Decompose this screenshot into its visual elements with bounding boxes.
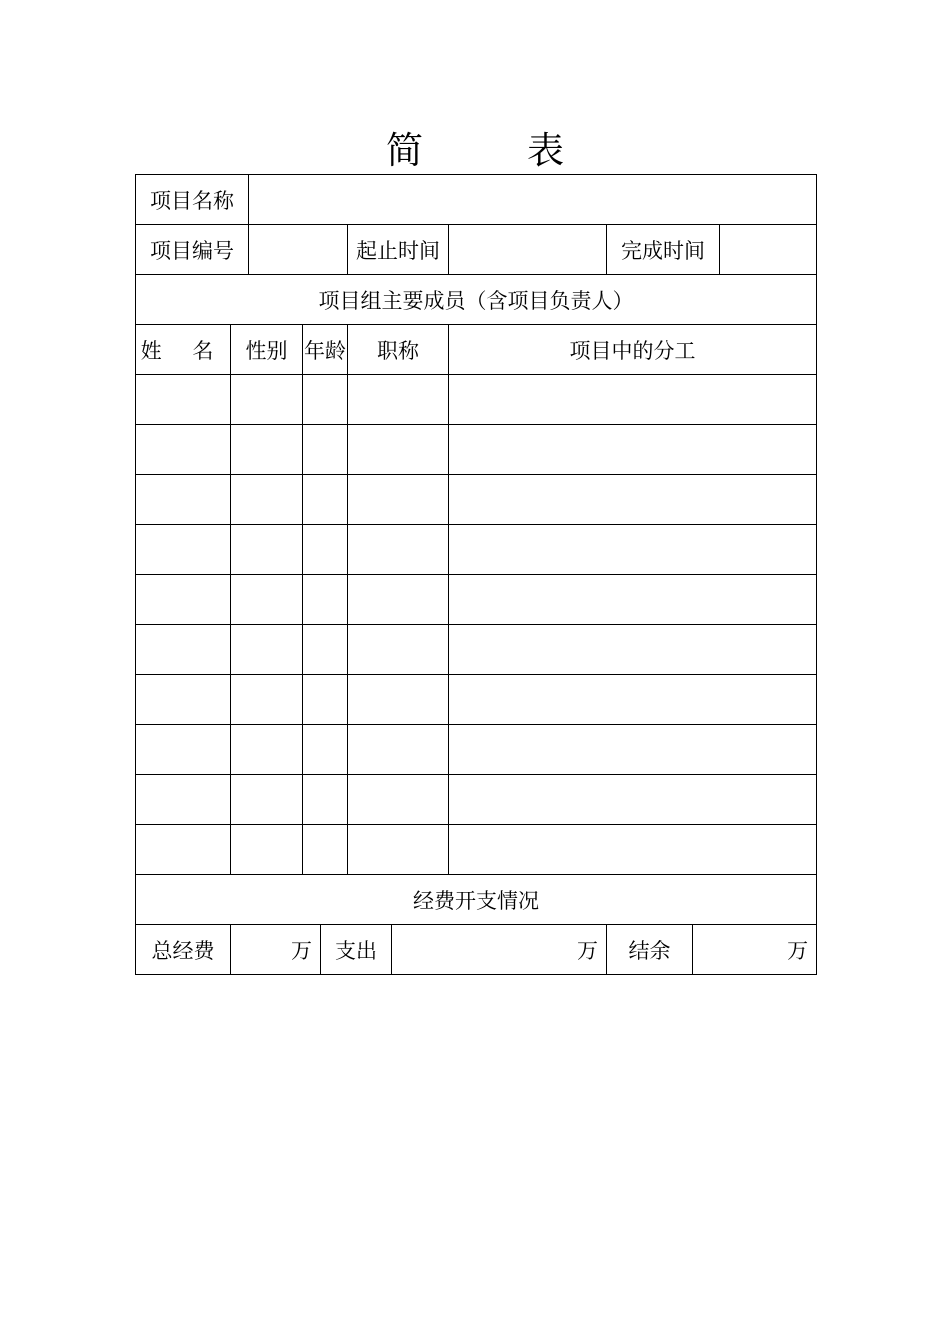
total-funding-field[interactable]	[231, 925, 321, 975]
member-age-cell[interactable]	[303, 775, 348, 825]
member-name-cell[interactable]	[136, 625, 231, 675]
member-name-cell[interactable]	[136, 825, 231, 875]
member-age-cell[interactable]	[303, 475, 348, 525]
project-complete-label: 完成时间	[607, 225, 720, 275]
header-name: 姓 名	[136, 325, 231, 375]
member-gender-cell[interactable]	[231, 375, 303, 425]
funding-section-row	[136, 875, 817, 925]
member-age-cell[interactable]	[303, 675, 348, 725]
member-age-cell[interactable]	[303, 425, 348, 475]
member-name-cell[interactable]	[136, 725, 231, 775]
members-header-row	[136, 325, 817, 375]
member-gender-cell[interactable]	[231, 725, 303, 775]
member-title-cell[interactable]	[348, 625, 449, 675]
member-name-cell[interactable]	[136, 375, 231, 425]
members-section-title: 项目组主要成员（含项目负责人）	[136, 275, 817, 325]
member-age-cell[interactable]	[303, 825, 348, 875]
expense-label: 支出	[321, 925, 392, 975]
table-row	[136, 825, 817, 875]
project-complete-field[interactable]	[720, 225, 817, 275]
table-row	[136, 725, 817, 775]
balance-field[interactable]	[693, 925, 817, 975]
member-name-cell[interactable]	[136, 575, 231, 625]
member-name-cell[interactable]	[136, 425, 231, 475]
member-title-cell[interactable]	[348, 525, 449, 575]
member-gender-cell[interactable]	[231, 475, 303, 525]
table-row	[136, 525, 817, 575]
member-gender-cell[interactable]	[231, 675, 303, 725]
table-row	[136, 375, 817, 425]
member-role-cell[interactable]	[449, 525, 817, 575]
member-name-cell[interactable]	[136, 475, 231, 525]
total-funding-label: 总经费	[136, 925, 231, 975]
member-age-cell[interactable]	[303, 725, 348, 775]
member-title-cell[interactable]	[348, 475, 449, 525]
expense-field[interactable]	[392, 925, 607, 975]
member-role-cell[interactable]	[449, 375, 817, 425]
member-role-cell[interactable]	[449, 725, 817, 775]
member-title-cell[interactable]	[348, 375, 449, 425]
header-gender: 性别	[231, 325, 303, 375]
member-age-cell[interactable]	[303, 525, 348, 575]
funding-row	[136, 925, 817, 975]
member-role-cell[interactable]	[449, 675, 817, 725]
member-title-cell[interactable]	[348, 575, 449, 625]
member-role-cell[interactable]	[449, 575, 817, 625]
member-age-cell[interactable]	[303, 375, 348, 425]
member-gender-cell[interactable]	[231, 525, 303, 575]
project-info-row	[136, 225, 817, 275]
member-role-cell[interactable]	[449, 425, 817, 475]
member-role-cell[interactable]	[449, 775, 817, 825]
member-gender-cell[interactable]	[231, 575, 303, 625]
project-number-label: 项目编号	[136, 225, 249, 275]
member-gender-cell[interactable]	[231, 825, 303, 875]
member-gender-cell[interactable]	[231, 625, 303, 675]
member-gender-cell[interactable]	[231, 775, 303, 825]
title-char-1: 简	[386, 129, 423, 172]
member-age-cell[interactable]	[303, 625, 348, 675]
member-name-cell[interactable]	[136, 775, 231, 825]
balance-unit: 万	[787, 938, 809, 963]
table-row	[136, 775, 817, 825]
member-title-cell[interactable]	[348, 775, 449, 825]
project-period-label: 起止时间	[348, 225, 449, 275]
header-age: 年龄	[303, 325, 348, 375]
member-title-cell[interactable]	[348, 425, 449, 475]
member-name-cell[interactable]	[136, 675, 231, 725]
expense-unit: 万	[577, 938, 598, 963]
summary-form-table	[135, 174, 817, 975]
member-title-cell[interactable]	[348, 675, 449, 725]
table-row	[136, 575, 817, 625]
members-section-row	[136, 275, 817, 325]
table-row	[136, 425, 817, 475]
member-gender-cell[interactable]	[231, 425, 303, 475]
page-title	[0, 126, 950, 176]
member-role-cell[interactable]	[449, 475, 817, 525]
funding-section-title: 经费开支情况	[136, 875, 817, 925]
member-title-cell[interactable]	[348, 725, 449, 775]
header-title: 职称	[348, 325, 449, 375]
member-name-cell[interactable]	[136, 525, 231, 575]
member-title-cell[interactable]	[348, 825, 449, 875]
project-name-row	[136, 175, 817, 225]
table-row	[136, 675, 817, 725]
title-char-2: 表	[527, 129, 564, 172]
project-period-field[interactable]	[449, 225, 607, 275]
project-number-field[interactable]	[249, 225, 348, 275]
member-role-cell[interactable]	[449, 625, 817, 675]
project-name-label: 项目名称	[136, 175, 249, 225]
member-role-cell[interactable]	[449, 825, 817, 875]
balance-label: 结余	[607, 925, 693, 975]
total-funding-unit: 万	[291, 938, 312, 963]
table-row	[136, 475, 817, 525]
table-row	[136, 625, 817, 675]
member-age-cell[interactable]	[303, 575, 348, 625]
project-name-field[interactable]	[249, 175, 817, 225]
header-role: 项目中的分工	[449, 325, 817, 375]
